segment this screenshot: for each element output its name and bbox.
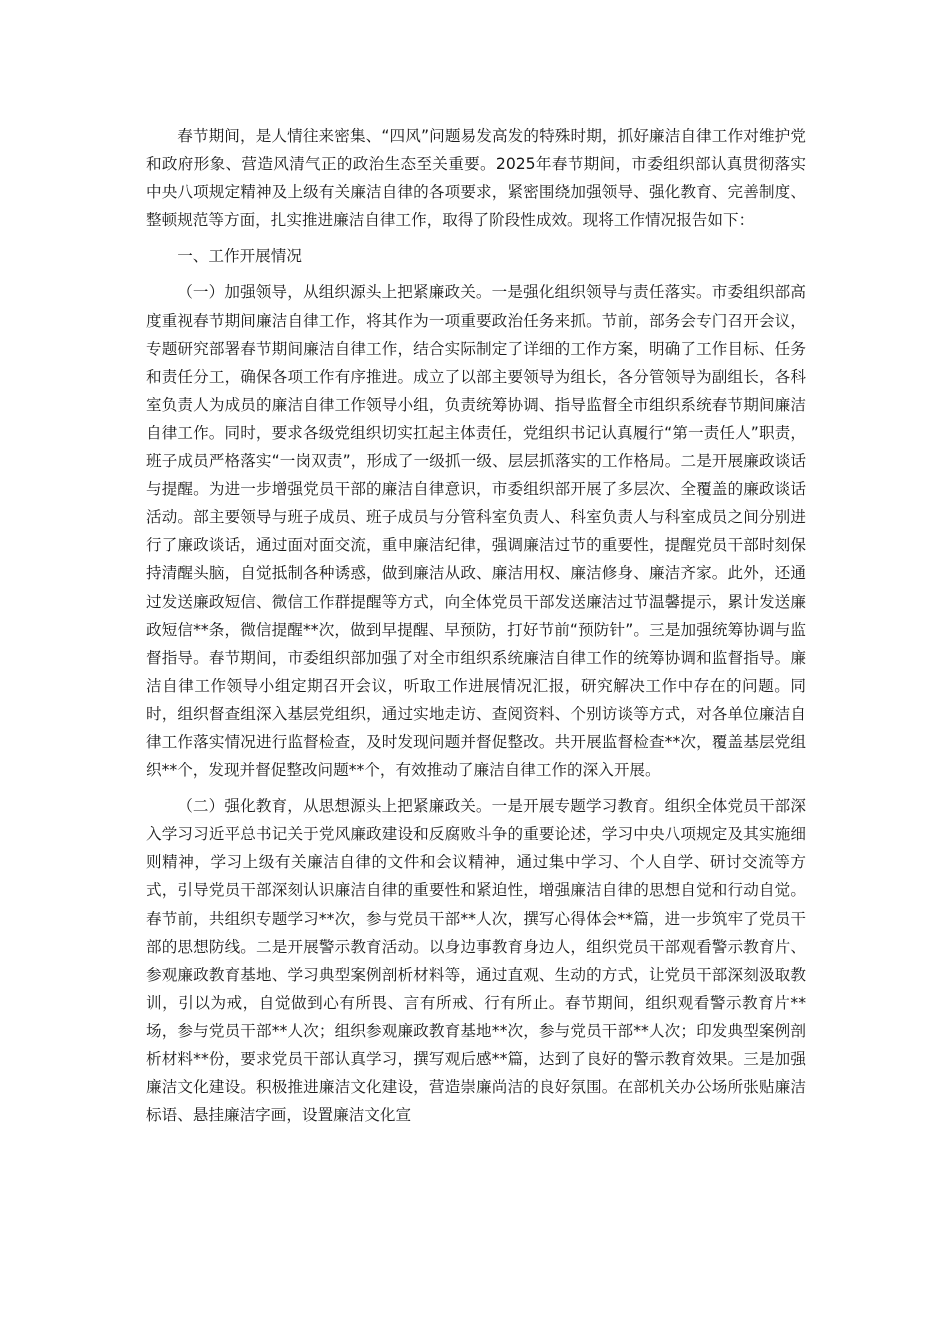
- intro-paragraph: 春节期间，是人情往来密集、“四风”问题易发高发的特殊时期，抓好廉洁自律工作对维护党和政府形象、营造风清气正的政治生态至关重要。2025年春节期间，市委组织部认真贯彻落实中央八项规定精神及上级有关廉洁自律的各项要求，紧密围绕加强领导、强化教育、完善制度、整顿规范等方面，扎实推进廉洁自律工作，取得了阶段性成效。现将工作情况报告如下：: [146, 127, 806, 230]
- document-body: [146, 122, 806, 1129]
- body-paragraph-leadership: （一）加强领导，从组织源头上把紧廉政关。一是强化组织领导与责任落实。市委组织部高度重视春节期间廉洁自律工作，将其作为一项重要政治任务来抓。节前，部务会专门召开会议，专题研究部署春节期间廉洁自律工作，结合实际制定了详细的工作方案，明确了工作目标、任务和责任分工，确保各项工作有序推进。成立了以部主要领导为组长，各分管领导为副组长，各科室负责人为成员的廉洁自律工作领导小组，负责统筹协调、指导监督全市组织系统春节期间廉洁自律工作。同时，要求各级党组织切实扛起主体责任，党组织书记认真履行“第一责任人”职责，班子成员严格落实“一岗双责”，形成了一级抓一级、层层抓落实的工作格局。二是开展廉政谈话与提醒。为进一步增强党员干部的廉洁自律意识，市委组织部开展了多层次、全覆盖的廉政谈话活动。部主要领导与班子成员、班子成员与分管科室负责人、科室负责人与科室成员之间分别进行了廉政谈话，通过面对面交流，重申廉洁纪律，强调廉洁过节的重要性，提醒党员干部时刻保持清醒头脑，自觉抵制各种诱惑，做到廉洁从政、廉洁用权、廉洁修身、廉洁齐家。此外，还通过发送廉政短信、微信工作群提醒等方式，向全体党员干部发送廉洁过节温馨提示，累计发送廉政短信**条，微信提醒**次，做到早提醒、早预防，打好节前“预防针”。三是加强统筹协调与监督指导。春节期间，市委组织部加强了对全市组织系统廉洁自律工作的统筹协调和监督指导。廉洁自律工作领导小组定期召开会议，听取工作进展情况汇报，研究解决工作中存在的问题。同时，组织督查组深入基层党组织，通过实地走访、查阅资料、个别访谈等方式，对各单位廉洁自律工作落实情况进行监督检查，及时发现问题并督促整改。共开展监督检查**次，覆盖基层党组织**个，发现并督促整改问题**个，有效推动了廉洁自律工作的深入开展。: [146, 283, 806, 780]
- body-paragraph-education: （二）强化教育，从思想源头上把紧廉政关。一是开展专题学习教育。组织全体党员干部深入学习习近平总书记关于党风廉政建设和反腐败斗争的重要论述，学习中央八项规定及其实施细则精神，学习上级有关廉洁自律的文件和会议精神，通过集中学习、个人自学、研讨交流等方式，引导党员干部深刻认识廉洁自律的重要性和紧迫性，增强廉洁自律的思想自觉和行动自觉。春节前，共组织专题学习**次，参与党员干部**人次，撰写心得体会**篇，进一步筑牢了党员干部的思想防线。二是开展警示教育活动。以身边事教育身边人，组织党员干部观看警示教育片、参观廉政教育基地、学习典型案例剖析材料等，通过直观、生动的方式，让党员干部深刻汲取教训，引以为戒，自觉做到心有所畏、言有所戒、行有所止。春节期间，组织观看警示教育片**场，参与党员干部**人次；组织参观廉政教育基地**次，参与党员干部**人次；印发典型案例剖析材料**份，要求党员干部认真学习，撰写观后感**篇，达到了良好的警示教育效果。三是加强廉洁文化建设。积极推进廉洁文化建设，营造崇廉尚洁的良好氛围。在部机关办公场所张贴廉洁标语、悬挂廉洁字画，设置廉洁文化宣: [146, 797, 806, 1125]
- section-heading: 一、工作开展情况: [177, 247, 302, 266]
